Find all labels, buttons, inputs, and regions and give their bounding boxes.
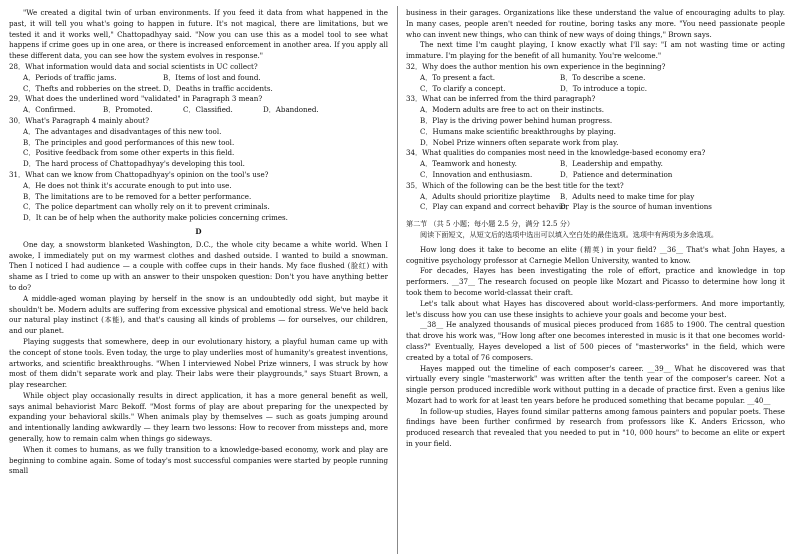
options-grid <box>406 192 785 214</box>
option-a: A．The advantages and disadvantages of this new tool. <box>23 126 222 136</box>
question-stem: 33．What can be inferred from the third paragraph? <box>406 94 596 104</box>
option-c: C．Thefts and robberies on the street. <box>23 83 162 93</box>
option-b: B．Adults need to make time for play <box>560 191 695 201</box>
question-block <box>9 94 388 116</box>
passage-paragraph: Playing suggests that somewhere, deep in our evolutionary history, a playful human came up with the concept of stone tools. Even today, the urge to play underlies most of humanity's greatest inventions, artworks, and scientific breakthroughs. "When I interviewed Nobel Prize winners, I was struck by how most of them didn't separate work and play. Their labs were their playgrounds," says Stuart Brown, a play researcher. <box>9 336 388 390</box>
option-d: D．The hard process of Chattopadhyay's developing this tool. <box>23 159 245 169</box>
column-divider <box>397 6 398 554</box>
option-a: A．Adults should prioritize playtime <box>420 191 551 201</box>
passage-paragraph: business in their garages. Organizations like these understand the value of encouraging adults to play. In many cases, people aren't needed for routine, boring tasks any more. "You need passionate people who can invent new things, who can think of new ways of doing things," Brown says. <box>406 8 785 39</box>
option-c: C．The police department can wholly rely on it to prevent criminals. <box>23 202 270 212</box>
options-grid <box>9 105 388 116</box>
option-b: B．Items of lost and found. <box>163 72 261 82</box>
option-b: B．The principles and good performances of this new tool. <box>23 137 235 147</box>
option-d: D．Patience and determination <box>560 169 673 179</box>
options-grid <box>9 73 388 95</box>
option-d: D．To introduce a topic. <box>560 83 648 93</box>
section-instruction: 阅读下面短文，从短文后的选项中选出可以填入空白处的最佳选项。选项中有两项为多余选项。 <box>420 229 718 239</box>
question-block <box>9 116 388 170</box>
option-d: D．Abandoned. <box>263 105 319 115</box>
option-a: A．He does not think it's accurate enough to put into use. <box>23 180 232 190</box>
cloze-paragraph: How long does it take to become an elite (精英) in your field? __36__ That's what John Hayes, a cognitive psychology professor at Carnegie Mellon University, wanted to know. <box>406 244 785 265</box>
question-block <box>9 62 388 94</box>
passage-paragraph: The next time I'm caught playing, I know exactly what I'll say: "I am not wasting time or acting immature. I'm playing for the benefit of all humanity. You're welcome." <box>406 40 785 61</box>
option-d: D．Nobel Prize winners often separate work from play. <box>420 137 619 147</box>
cloze-paragraph: In follow-up studies, Hayes found similar patterns among famous painters and popular poets. These findings have been further confirmed by research from professors like K. Anders Ericsson, who produced research that revealed that you needed to put in "10, 000 hours" to become an elite or expert in your field. <box>406 406 785 449</box>
question-stem: 35．Which of the following can be the best title for the text? <box>406 180 624 190</box>
option-c: C．Classified. <box>183 105 233 115</box>
question-block <box>406 94 785 148</box>
question-stem: 34．What qualities do companies most need in the knowledge-based economy era? <box>406 148 706 158</box>
option-c: C．Play can expand and correct behavior <box>420 202 569 212</box>
question-block <box>406 62 785 94</box>
option-b: B．Play is the driving power behind human progress. <box>420 115 613 125</box>
cloze-paragraph: Hayes mapped out the timeline of each composer's career. __39__ What he discovered was that virtually every single "masterwork" was written after the tenth year of the composer's career. Not a single person produced incredible work without putting in a decade of practice first. Even a genius like Mozart had to work for at least ten years before he produced something that became popular. __40__ <box>406 363 785 405</box>
question-stem: 30．What's Paragraph 4 mainly about? <box>9 115 150 125</box>
option-d: D．It can be of help when the authority make policies concerning crimes. <box>23 213 288 223</box>
intro-paragraph: "We created a digital twin of urban environments. If you feed it data from what happened in the past, it will tell you what's going to happen in future. It's not magical, there are limitations, but we tested it and it works well," Chattopadhyay said. "Now you can use this as a model tool to see what happens if crime goes up in one area, or there is increased enforcement in another area. If you apply all these different data, you can see how the system evolves in response." <box>9 8 388 61</box>
question-stem: 28．What information would data and social scientists in UC collect? <box>9 61 258 71</box>
option-a: A．Confirmed. <box>23 105 76 115</box>
option-c: C．To clarify a concept. <box>420 83 506 93</box>
option-b: B．The limitations are to be removed for a better performance. <box>23 191 252 201</box>
cloze-paragraph: Let's talk about what Hayes has discovered about world-class-performers. And more importantly, let's discuss how you can use these insights to achieve your goals and become your best. <box>406 298 785 319</box>
options-grid <box>406 159 785 181</box>
option-b: B．Leadership and empathy. <box>560 159 663 169</box>
cloze-paragraph: __38__ He analyzed thousands of musical pieces produced from 1685 to 1900. The central question that drove his work was, "How long after one becomes interested in music is it that one becomes world-class?" Eventually, Hayes developed a list of 500 pieces of "masterworks" in the field, which were created by a total of 76 composers. <box>406 320 785 362</box>
left-column <box>9 8 388 552</box>
right-column <box>406 8 785 552</box>
option-a: A．To present a fact. <box>420 72 495 82</box>
passage-paragraph: One day, a snowstorm blanketed Washington, D.C., the whole city became a white world. When I awoke, I immediately put on my warmest clothes and dashed outside. I wanted to build a snowman. Then I noticed I had audience — a couple with coffee cups in their hands. My face flushed (脸红) with shame as I tried to come up with an answer to their unspoken question: Don't you have anything better to do? <box>9 239 388 292</box>
option-a: A．Periods of traffic jams. <box>23 72 117 82</box>
options-list <box>9 181 388 224</box>
option-a: A．Modern adults are free to act on their instincts. <box>420 105 604 115</box>
option-b: B．To describe a scene. <box>560 72 646 82</box>
option-a: A．Teamwork and honesty. <box>420 159 517 169</box>
question-stem: 29．What does the underlined word "validated" in Paragraph 3 mean? <box>9 94 263 104</box>
question-stem: 32．Why does the author mention his own experience in the beginning? <box>406 61 666 71</box>
option-d: D．Deaths in traffic accidents. <box>163 83 273 93</box>
option-b: B．Promoted. <box>103 105 153 115</box>
section-title: 第二节 （共 5 小题；每小题 2.5 分，满分 12.5 分） <box>406 219 574 229</box>
option-c: C．Innovation and enthusiasm. <box>420 169 533 179</box>
passage-paragraph: When it comes to humans, as we fully transition to a knowledge-based economy, work and play are beginning to combine again. Some of today's most successful companies were started by people running small <box>9 444 388 476</box>
question-block <box>406 181 785 213</box>
option-d: D．Play is the source of human inventions <box>560 202 712 212</box>
options-list <box>406 105 785 148</box>
question-block <box>9 170 388 224</box>
passage-paragraph: While object play occasionally results in direct application, it has a more general benefit as well, says animal behaviorist Marc Bekoff. "Most forms of play are about preparing for the unexpected by expanding your behavioral skills." When animals play by themselves — such as goats jumping around and intentionally landing awkwardly — they learn two lessons: How to recover from missteps and, more generally, how to remain calm when things go sideways. <box>9 390 388 444</box>
options-grid <box>406 73 785 95</box>
cloze-paragraph: For decades, Hayes has been investigating the role of effort, practice and knowledge in top performers. __37__ The research focused on people like Mozart and Picasso to determine how long it took them to become world-classat their craft. <box>406 266 785 297</box>
passage-paragraph: A middle-aged woman playing by herself in the snow is an undoubtedly odd sight, but maybe it shouldn't be. Modern adults are suffering from excessive physical and emotional stress. We've held back our natural play instinct (本能), and that's causing all kinds of problems — for ourselves, our children, and our planet. <box>9 293 388 336</box>
option-c: C．Humans make scientific breakthroughs by playing. <box>420 126 616 136</box>
options-list <box>9 127 388 170</box>
passage-label: D <box>195 226 202 236</box>
question-block <box>406 148 785 180</box>
question-stem: 31．What can we know from Chattopadhyay's opinion on the tool's use? <box>9 169 269 179</box>
option-c: C．Positive feedback from some other experts in this field. <box>23 148 235 158</box>
